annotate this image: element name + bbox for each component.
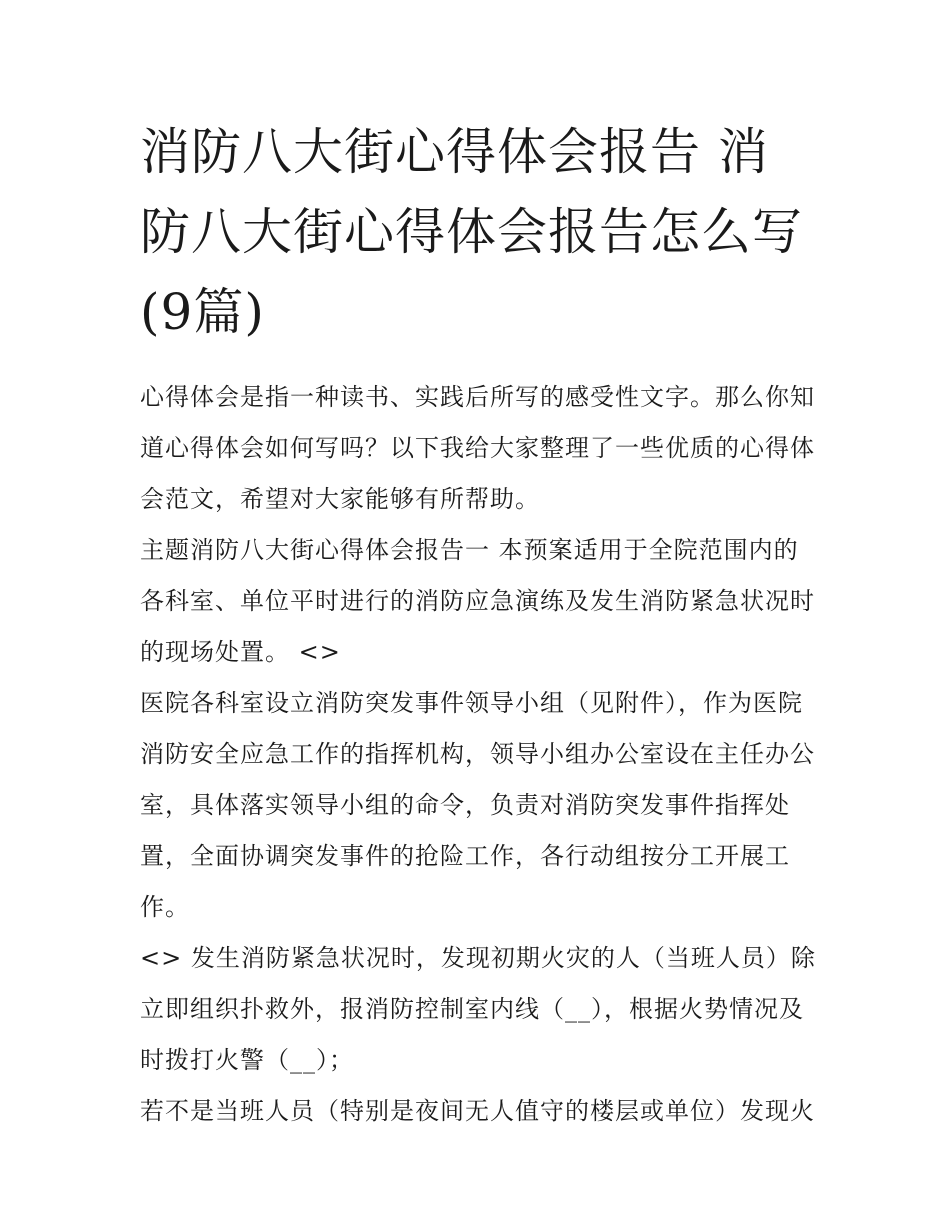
paragraph-report-one: 主题消防八大街心得体会报告一 本预案适用于全院范围内的各科室、单位平时进行的消防应急演练及发生消防紧急状况时的现场处置。 <> [140,536,815,666]
document-page [140,112,820,1137]
paragraph-leadership-group: 医院各科室设立消防突发事件领导小组（见附件），作为医院消防安全应急工作的指挥机构，领导小组办公室设在主任办公室，具体落实领导小组的命令，负责对消防突发事件指挥处置，全面协调突发事件的抢险工作，各行动组按分工开展工作。 [140,689,815,921]
document-body [140,372,820,1137]
paragraph-non-duty-staff: 若不是当班人员（特别是夜间无人值守的楼层或单位）发现火 [140,1097,815,1125]
paragraph-intro: 心得体会是指一种读书、实践后所写的感受性文字。那么你知道心得体会如何写吗？以下我给大家整理了一些优质的心得体会范文，希望对大家能够有所帮助。 [140,383,815,513]
document-title: 消防八大街心得体会报告 消防八大街心得体会报告怎么写(9篇) [140,123,803,341]
paragraph-emergency-response: <> 发生消防紧急状况时，发现初期火灾的人（当班人员）除立即组织扑救外，报消防控制室内线（__），根据火势情况及时拨打火警（__）； [140,944,816,1074]
